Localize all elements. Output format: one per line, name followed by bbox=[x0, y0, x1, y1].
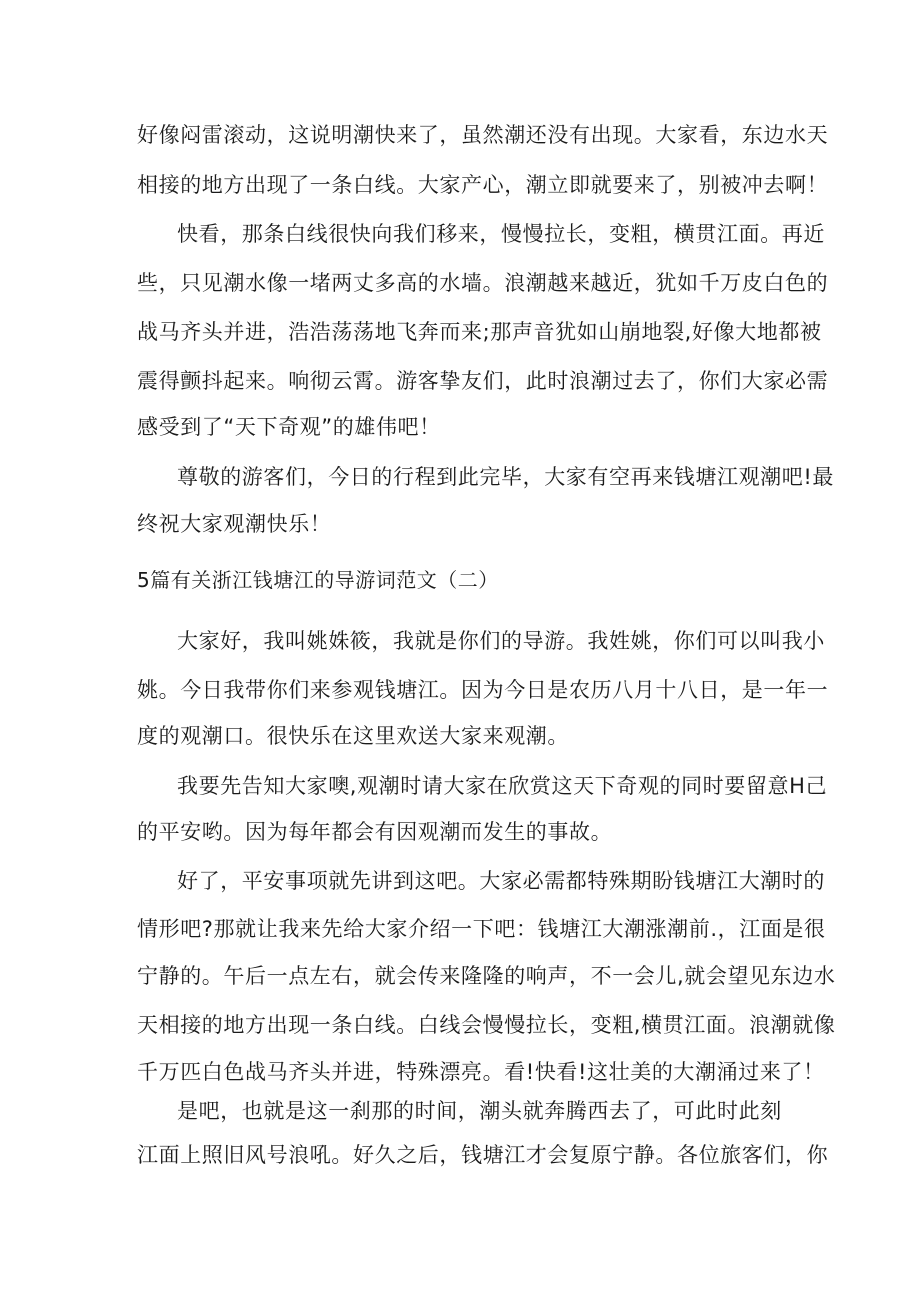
text-line: 相接的地方出现了一条白线。大家产心，潮立即就要来了，别被冲去啊！ bbox=[137, 173, 829, 197]
section-heading: 5篇有关浙江钱塘江的导游词范文（二） bbox=[137, 568, 499, 592]
text-line: 战马齐头并进，浩浩荡荡地飞奔而来;那声音犹如山崩地裂,好像大地都被 bbox=[137, 320, 822, 344]
text-line: 震得颤抖起来。响彻云霄。游客挚友们，此时浪潮过去了，你们大家必需 bbox=[137, 369, 829, 393]
text-line: 江面上照旧风号浪吼。好久之后，钱塘江才会复原宁静。各位旅客们，你 bbox=[137, 1143, 829, 1167]
text-line: 的平安哟。因为每年都会有因观潮而发生的事故。 bbox=[137, 820, 613, 844]
text-line: 姚。今日我带你们来参观钱塘江。因为今日是农历八月十八日，是一年一 bbox=[137, 678, 829, 702]
text-line: 情形吧?那就让我来先给大家介绍一下吧：钱塘江大潮涨潮前.，江面是很 bbox=[137, 917, 826, 941]
text-line: 千万匹白色战马齐头并进，特殊漂亮。看!快看!这壮美的大潮涌过来了！ bbox=[137, 1060, 825, 1084]
text-line: 度的观潮口。很快乐在这里欢送大家来观潮。 bbox=[137, 724, 569, 748]
text-line: 快看，那条白线很快向我们移来，慢慢拉长，变粗，横贯江面。再近 bbox=[177, 222, 825, 246]
text-line: 好了，平安事项就先讲到这吧。大家必需都特殊期盼钱塘江大潮时的 bbox=[177, 869, 825, 893]
text-line: 大家好，我叫姚姝筱，我就是你们的导游。我姓姚，你们可以叫我小 bbox=[177, 629, 825, 653]
text-line: 好像闷雷滚动，这说明潮快来了，虽然潮还没有出现。大家看，东边水天 bbox=[137, 123, 829, 147]
text-line: 尊敬的游客们，今日的行程到此完毕，大家有空再来钱塘江观潮吧!最 bbox=[177, 465, 835, 489]
text-line: 些，只见潮水像一堵两丈多高的水墙。浪潮越来越近，犹如千万皮白色的 bbox=[137, 271, 829, 295]
text-line: 宁静的。午后一点左右，就会传来隆隆的响声，不一会儿,就会望见东边水 bbox=[137, 964, 836, 988]
text-line: 我要先告知大家噢,观潮时请大家在欣赏这天下奇观的同时要留意H己 bbox=[177, 774, 828, 798]
text-line: 天相接的地方出现一条白线。白线会慢慢拉长，变粗,横贯江面。浪潮就像 bbox=[137, 1013, 836, 1037]
text-line: 是吧，也就是这一刹那的时间，潮头就奔腾西去了，可此时此刻 bbox=[177, 1099, 782, 1123]
text-line: 终祝大家观潮快乐！ bbox=[137, 512, 332, 536]
text-line: 感受到了“天下奇观”的雄伟吧！ bbox=[137, 415, 441, 439]
